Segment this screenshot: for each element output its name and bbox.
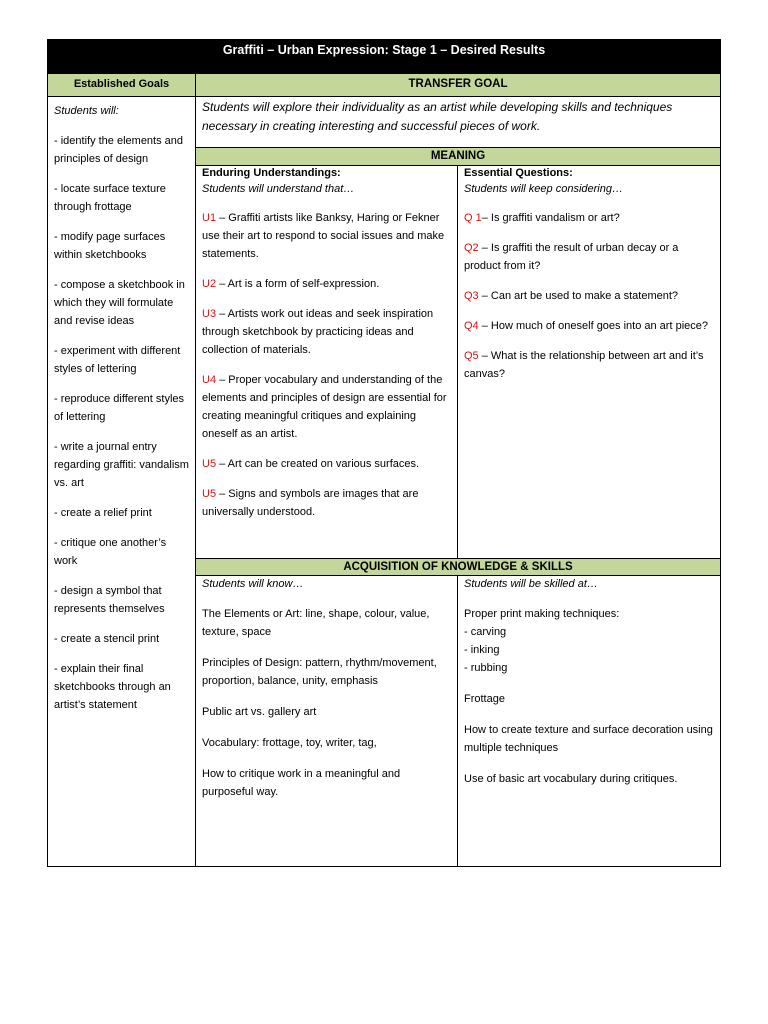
understanding-item [202, 371, 451, 443]
questions-title: Essential Questions: [464, 167, 573, 179]
understanding-code: U5 [202, 488, 217, 500]
goal-item: - write a journal entry regarding graffiti: vandalism vs. art [54, 441, 189, 489]
understanding-item [202, 455, 451, 473]
understanding-item [202, 305, 451, 359]
goals-intro: Students will: [54, 105, 119, 117]
stage1-table [47, 39, 721, 867]
goal-item: - locate surface texture through frottage [54, 183, 166, 213]
goal-item: - identify the elements and principles of design [54, 135, 184, 165]
understanding-text: – Proper vocabulary and understanding of the elements and principles of design are essential for creating meaningful critiques and explaining oneself as an artist. [202, 374, 447, 440]
goal-item: - create a stencil print [54, 633, 160, 645]
meaning-section [196, 166, 720, 558]
question-item [464, 209, 714, 227]
know-item: Principles of Design: pattern, rhythm/movement, proportion, balance, unity, emphasis [202, 657, 437, 687]
question-item [464, 239, 714, 275]
question-text: – What is the relationship between art and it’s canvas? [464, 350, 704, 380]
understanding-text: – Art can be created on various surfaces. [216, 458, 420, 470]
know-item: Public art vs. gallery art [202, 706, 317, 718]
desired-results-column [196, 74, 720, 866]
transfer-goal-header: TRANSFER GOAL [196, 74, 720, 97]
goal-item: - reproduce different styles of lettering [54, 393, 185, 423]
question-text: – Is graffiti the result of urban decay or a product from it? [464, 242, 679, 272]
document-title: Graffiti – Urban Expression: Stage 1 – Desired Results [48, 40, 720, 74]
question-text: – Is graffiti vandalism or art? [481, 212, 620, 224]
question-item [464, 347, 714, 383]
goal-item: - design a symbol that represents themselves [54, 585, 165, 615]
understanding-item [202, 209, 451, 263]
understanding-code: U5 [202, 458, 217, 470]
students-will-know [196, 576, 458, 866]
understanding-item [202, 485, 451, 521]
established-goals-column [48, 74, 196, 866]
skill-item: Frottage [464, 693, 505, 705]
know-subtitle: Students will know… [202, 578, 304, 590]
goal-item: - explain their final sketchbooks through an artist’s statement [54, 663, 171, 711]
understandings-title: Enduring Understandings: [202, 167, 341, 179]
acquisition-header: ACQUISITION OF KNOWLEDGE & SKILLS [196, 558, 720, 576]
understanding-code: U4 [202, 374, 217, 386]
question-item [464, 317, 714, 335]
skilled-subtitle: Students will be skilled at… [464, 578, 598, 590]
question-code: Q4 [464, 320, 479, 332]
goals-list [48, 97, 195, 714]
know-item: Vocabulary: frottage, toy, writer, tag, [202, 737, 377, 749]
students-will-be-skilled [458, 576, 720, 866]
question-code: Q2 [464, 242, 479, 254]
know-item: The Elements or Art: line, shape, colour, value, texture, space [202, 608, 430, 638]
understandings-subtitle: Students will understand that… [202, 183, 355, 195]
understanding-code: U2 [202, 278, 217, 290]
question-code: Q5 [464, 350, 479, 362]
understanding-code: U1 [202, 212, 217, 224]
established-goals-header: Established Goals [48, 74, 195, 97]
skill-item: Use of basic art vocabulary during critiques. [464, 773, 678, 785]
print-technique-item: - carving [464, 626, 507, 638]
goal-item: - experiment with different styles of lettering [54, 345, 181, 375]
understanding-item [202, 275, 451, 293]
question-text: – How much of oneself goes into an art piece? [478, 320, 708, 332]
goal-item: - compose a sketchbook in which they will formulate and revise ideas [54, 279, 185, 327]
question-code: Q3 [464, 290, 479, 302]
print-technique-item: - rubbing [464, 662, 508, 674]
transfer-goal-text: Students will explore their individuality as an artist while developing skills and techniques necessary in creating interesting and successful pieces of work. [202, 100, 673, 133]
question-code: Q 1 [464, 212, 482, 224]
goal-item: - create a relief print [54, 507, 152, 519]
understanding-text: – Graffiti artists like Banksy, Haring or Fekner use their art to respond to social issues and make statements. [202, 212, 445, 260]
question-text: – Can art be used to make a statement? [478, 290, 679, 302]
understanding-text: – Artists work out ideas and seek inspiration through sketchbook by practicing ideas and collection of materials. [202, 308, 434, 356]
goal-item: - modify page surfaces within sketchbooks [54, 231, 166, 261]
enduring-understandings [196, 166, 458, 558]
essential-questions [458, 166, 720, 558]
goal-item: - critique one another’s work [54, 537, 167, 567]
acquisition-section [196, 576, 720, 866]
question-item [464, 287, 714, 305]
understanding-text: – Signs and symbols are images that are universally understood. [202, 488, 419, 518]
understanding-code: U3 [202, 308, 217, 320]
print-technique-item: - inking [464, 644, 500, 656]
understanding-text: – Art is a form of self-expression. [216, 278, 380, 290]
skill-item: How to create texture and surface decoration using multiple techniques [464, 724, 713, 754]
print-making-title: Proper print making techniques: [464, 608, 620, 620]
know-item: How to critique work in a meaningful and purposeful way. [202, 768, 401, 798]
meaning-header: MEANING [196, 147, 720, 166]
questions-subtitle: Students will keep considering… [464, 183, 623, 195]
